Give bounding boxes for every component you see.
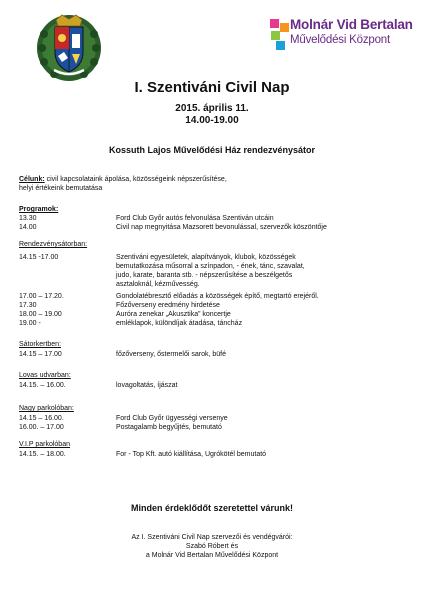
yard-time: 14.15. – 16.00. <box>19 382 66 389</box>
program-time: 13.30 <box>19 215 37 222</box>
puzzle-piece-pink <box>270 19 279 28</box>
programs-heading: Programok: <box>19 206 59 213</box>
yard-heading: Lovas udvarban: <box>19 372 71 379</box>
stage-desc: emléklapok, különdíjak átadása, táncház <box>116 320 243 327</box>
stage-desc: asztaloknál, kézművesség. <box>116 281 200 288</box>
footer-organizer-name: Szabó Róbert és <box>185 543 239 550</box>
stage-time: 18.00 – 19.00 <box>19 311 62 318</box>
stage-time: 17.30 <box>19 302 37 309</box>
puzzle-piece-orange <box>280 23 289 32</box>
puzzle-piece-blue <box>276 41 285 50</box>
program-desc: Ford Club Győr autós felvonulása Szentiván utcáin <box>116 215 274 222</box>
stage-time: 14.15 -17.00 <box>19 254 59 261</box>
program-desc: Civil nap megnyitása Mazsorett bevonulással, szervezők köszöntője <box>116 224 327 231</box>
stage-desc: Szentiváni egyesületek, alapítványok, klubok, közösségek <box>116 254 296 261</box>
stage-time: 19.00 - <box>19 320 41 327</box>
stage-time: 17.00 – 17.20. <box>19 293 64 300</box>
stage-desc: judo, karate, baranta stb. - népszerűsítése a beszélgetős <box>116 272 293 279</box>
yard-desc: lovagoltatás, íjászat <box>116 382 178 389</box>
goal-line <box>19 176 227 185</box>
culture-center-logo <box>270 17 413 57</box>
coat-of-arms-emblem <box>34 12 104 84</box>
vip-time: 14.15. – 18.00. <box>19 451 66 458</box>
goal-label: Célunk: <box>19 176 45 183</box>
event-date: 2015. április 11. <box>175 103 249 114</box>
stage-desc: Főzőverseny eredmény hirdetése <box>116 302 220 309</box>
tents-desc: főzőverseny, őstermelői sarok, büfé <box>116 351 226 358</box>
footer-organizer-center: a Molnár Vid Bertalan Művelődési Központ <box>145 552 279 559</box>
goal-text: civil kapcsolataink ápolása, közösségeink népszerűsítése, <box>44 176 227 183</box>
program-time: 14.00 <box>19 224 37 231</box>
tents-heading: Sátorkertben: <box>19 341 62 348</box>
event-time: 14.00-19.00 <box>185 115 239 126</box>
bigpark-desc: Postagalamb begyűjtés, bemutató <box>116 424 222 431</box>
page-title: I. Szentiváni Civil Nap <box>134 79 290 96</box>
event-host: Kossuth Lajos Művelődési Ház rendezvénysátor <box>108 145 316 155</box>
stage-desc: Auróra zenekar „Akusztika” koncertje <box>116 311 231 318</box>
bigpark-time: 14.15 – 16.00. <box>19 415 64 422</box>
stage-desc: Gondolatébresztő előadás a közösségek építő, megtartó erejéről. <box>116 293 319 300</box>
welcome-message: Minden érdeklődőt szeretettel várunk! <box>130 503 294 513</box>
vip-heading: V.I.P parkolóban <box>19 441 70 448</box>
stage-desc: bemutatkozása műsorral a színpadon, - ének, tánc, szavalat, <box>116 263 305 270</box>
tents-time: 14.15 – 17.00 <box>19 351 62 358</box>
puzzle-logo-icon <box>270 19 290 53</box>
puzzle-piece-green <box>271 31 280 40</box>
stage-heading: Rendezvénysátorban: <box>19 241 88 248</box>
bigpark-heading: Nagy parkolóban: <box>19 405 74 412</box>
vip-desc: For - Top Kft. autó kiállítása, Ugrókötél bemutató <box>116 451 267 458</box>
goal-text-2: helyi értékeink bemutatása <box>19 185 103 192</box>
bigpark-desc: Ford Club Győr ügyességi versenye <box>116 415 228 422</box>
footer-organizers: Az I. Szentiváni Civil Nap szervezői és vendégvárói: <box>131 534 293 541</box>
logo-name: Molnár Vid Bertalan <box>290 17 413 32</box>
logo-subtitle: Művelődési Központ <box>290 34 390 46</box>
bigpark-time: 16.00. – 17.00 <box>19 424 64 431</box>
